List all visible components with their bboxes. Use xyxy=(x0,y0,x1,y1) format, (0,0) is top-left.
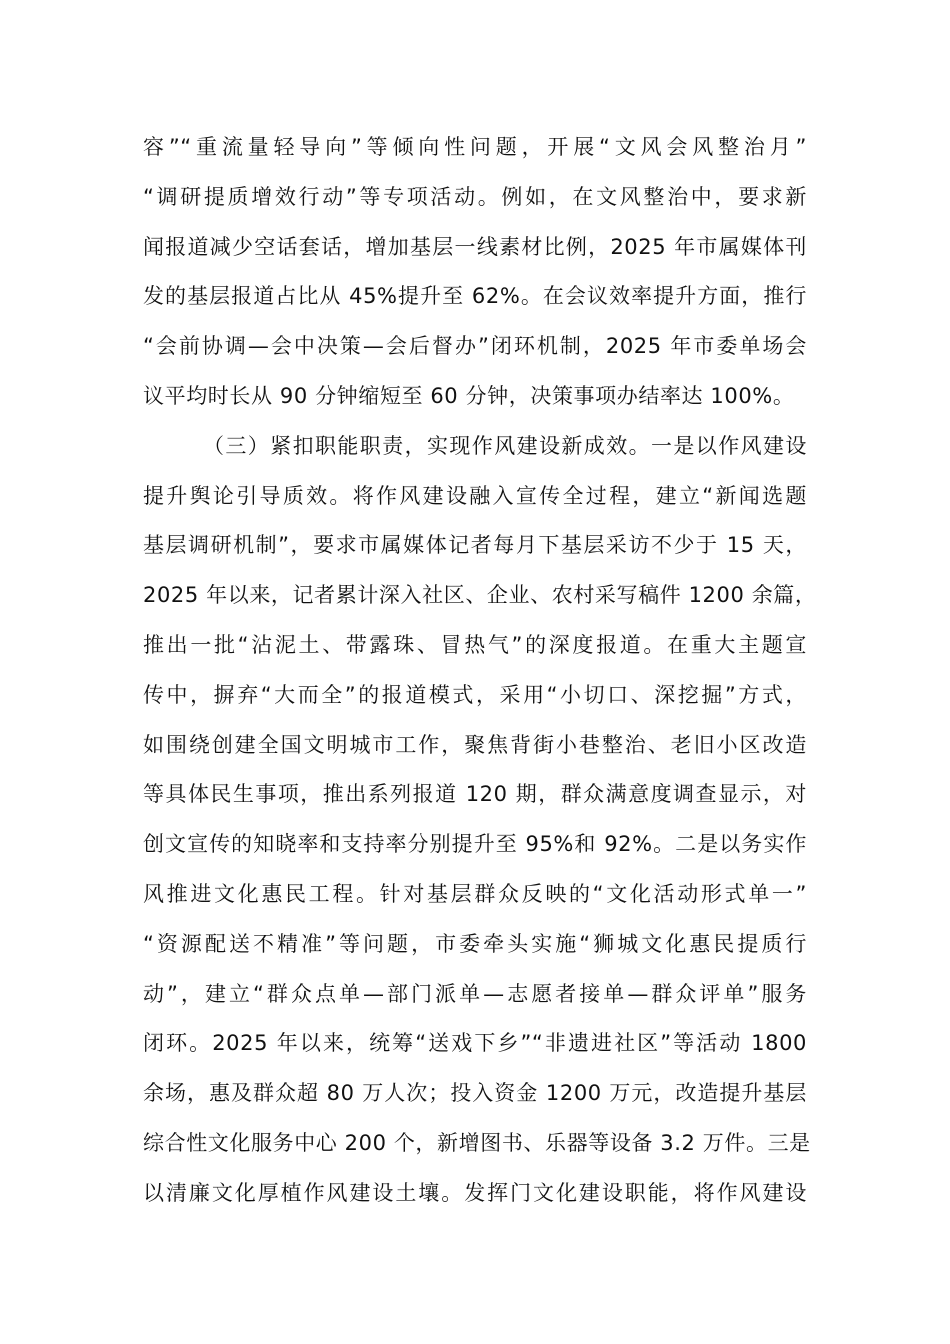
text-line: “调研提质增效行动”等专项活动。例如，在文风整治中，要求新 xyxy=(143,184,807,209)
text-line: 推出一批“沾泥土、带露珠、冒热气”的深度报道。在重大主题宣 xyxy=(143,632,807,657)
text-line: “会前协调—会中决策—会后督办”闭环机制，2025 年市委单场会 xyxy=(143,334,807,359)
text-line: 发的基层报道占比从 45%提升至 62%。在会议效率提升方面，推行 xyxy=(143,284,807,309)
section-heading-line: （三）紧扣职能职责，实现作风建设新成效。一是以作风建设 xyxy=(203,433,807,458)
text-line: 风推进文化惠民工程。针对基层群众反映的“文化活动形式单一” xyxy=(143,881,807,906)
text-line: “资源配送不精准”等问题，市委牵头实施“狮城文化惠民提质行 xyxy=(143,931,807,956)
text-line: 容”“重流量轻导向”等倾向性问题，开展“文风会风整治月” xyxy=(143,135,807,159)
text-line: 等具体民生事项，推出系列报道 120 期，群众满意度调查显示，对 xyxy=(143,782,807,807)
text-line: 以清廉文化厚植作风建设土壤。发挥门文化建设职能，将作风建设 xyxy=(143,1180,807,1205)
text-line: 余场，惠及群众超 80 万人次；投入资金 1200 万元，改造提升基层 xyxy=(143,1081,807,1106)
text-line: 如围绕创建全国文明城市工作，聚焦背街小巷整治、老旧小区改造 xyxy=(143,732,807,757)
text-line: 创文宣传的知晓率和支持率分别提升至 95%和 92%。二是以务实作 xyxy=(143,832,807,857)
text-line: 基层调研机制”，要求市属媒体记者每月下基层采访不少于 15 天， xyxy=(143,533,807,558)
text-line: 闻报道减少空话套话，增加基层一线素材比例，2025 年市属媒体刊 xyxy=(143,234,807,259)
text-line: 议平均时长从 90 分钟缩短至 60 分钟，决策事项办结率达 100%。 xyxy=(143,383,795,408)
text-line: 综合性文化服务中心 200 个，新增图书、乐器等设备 3.2 万件。三是 xyxy=(143,1130,811,1155)
text-line: 2025 年以来，记者累计深入社区、企业、农村采写稿件 1200 余篇， xyxy=(143,583,817,608)
text-line: 提升舆论引导质效。将作风建设融入宣传全过程，建立“新闻选题 xyxy=(143,483,807,508)
text-line: 闭环。2025 年以来，统筹“送戏下乡”“非遗进社区”等活动 1800 xyxy=(143,1031,807,1056)
text-line: 传中，摒弃“大而全”的报道模式，采用“小切口、深挖掘”方式， xyxy=(143,682,807,707)
body-text xyxy=(143,128,817,1224)
text-line: 动”，建立“群众点单—部门派单—志愿者接单—群众评单”服务 xyxy=(143,981,807,1006)
